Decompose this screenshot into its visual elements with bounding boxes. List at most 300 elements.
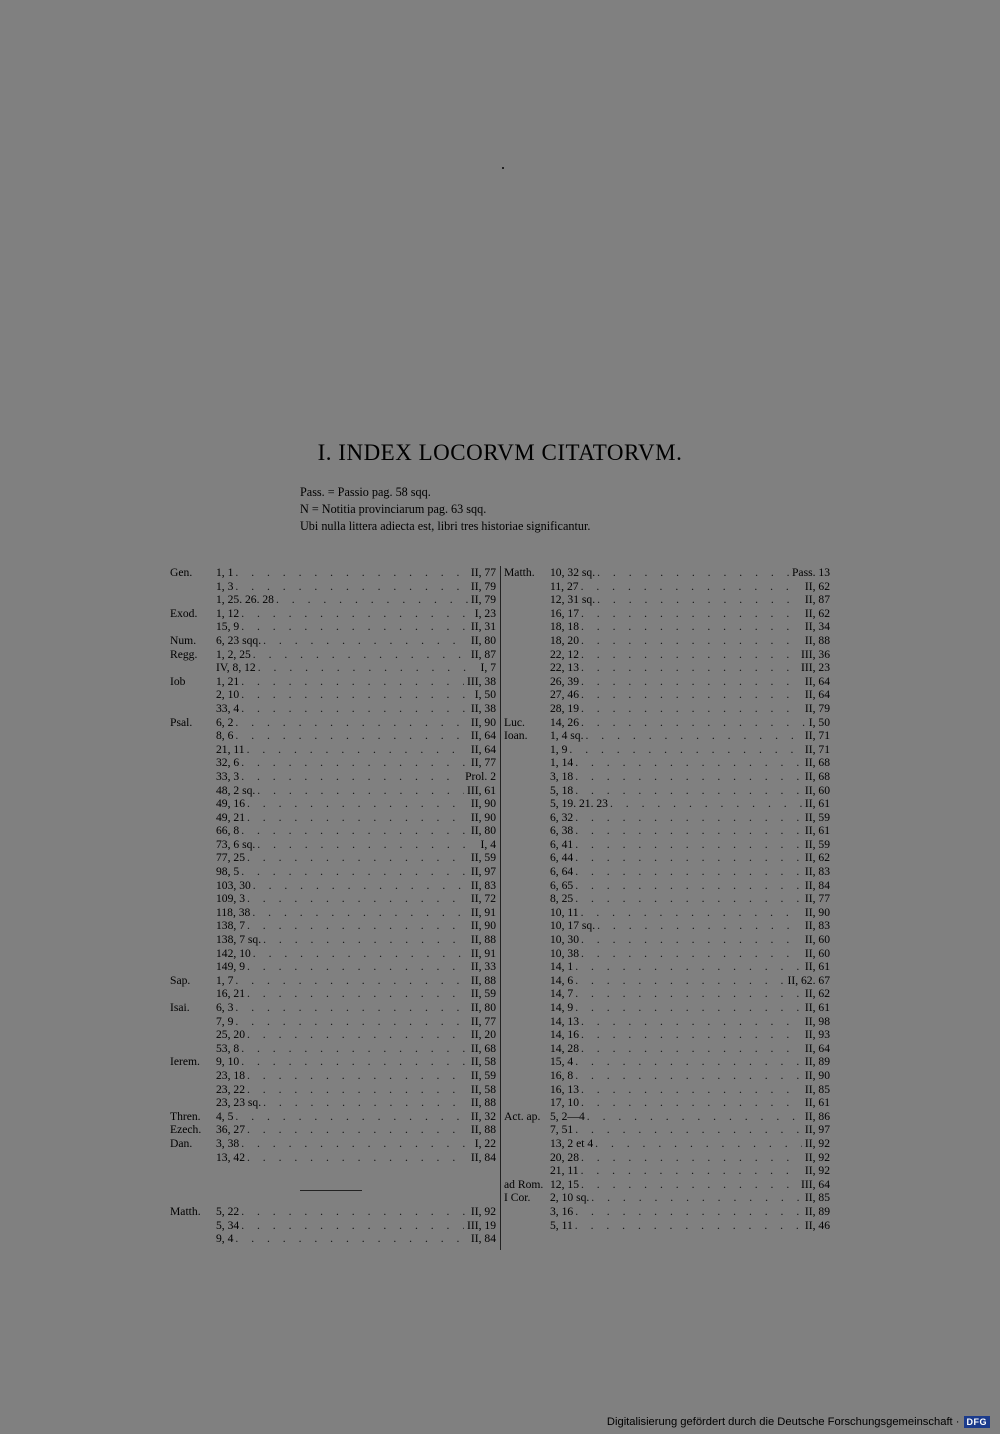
entry-reference: II, 92 (804, 1150, 830, 1164)
entry-book-label: Iob (170, 674, 186, 688)
entry-passage: 1, 2, 25 (216, 647, 251, 661)
index-entry (504, 716, 830, 730)
entry-reference: II, 79 (804, 701, 830, 715)
index-entry (170, 743, 496, 757)
entry-reference: II, 46 (804, 1218, 830, 1232)
entry-leader-dots (241, 1137, 472, 1151)
entry-leader-dots (235, 729, 467, 743)
entry-reference: II, 86 (804, 1109, 830, 1123)
entry-leader-dots (247, 1069, 468, 1083)
entry-leader-dots (575, 1069, 802, 1083)
entry-reference: II, 91 (470, 905, 496, 919)
entry-reference: II, 77 (470, 1014, 496, 1028)
entry-leader-dots (575, 892, 802, 906)
index-entry (504, 1042, 830, 1056)
index-entry (504, 1137, 830, 1151)
entry-reference: II, 77 (470, 566, 496, 579)
index-entry (170, 1123, 496, 1137)
entry-leader-dots (597, 593, 802, 607)
entry-passage: 32, 6 (216, 756, 240, 770)
entry-leader-dots (247, 919, 468, 933)
entry-reference: II, 62 (804, 851, 830, 865)
index-entry (504, 824, 830, 838)
entry-passage: 49, 16 (216, 797, 245, 811)
entry-passage: 5, 19. 21. 23 (550, 797, 608, 811)
entry-passage: 13, 42 (216, 1150, 245, 1164)
entry-book-label: Thren. (170, 1109, 201, 1123)
entry-leader-dots (575, 1055, 802, 1069)
entry-leader-dots (235, 566, 467, 580)
index-entry (504, 811, 830, 825)
entry-reference: II, 79 (470, 593, 496, 607)
index-entry (504, 879, 830, 893)
entry-passage: 20, 28 (550, 1150, 579, 1164)
index-entry (504, 1055, 830, 1069)
entry-passage: 13, 2 et 4 (550, 1136, 594, 1150)
index-entry (504, 648, 830, 662)
index-entry (504, 756, 830, 770)
index-entry (170, 675, 496, 689)
entry-reference: II, 59 (804, 837, 830, 851)
entry-reference: II, 90 (804, 1068, 830, 1082)
entry-leader-dots (253, 648, 468, 662)
index-entry (504, 1205, 830, 1219)
entry-leader-dots (247, 811, 468, 825)
entry-leader-dots (575, 824, 802, 838)
entry-leader-dots (575, 1219, 802, 1233)
entry-reference: II, 88 (470, 933, 496, 947)
entry-book-label: Regg. (170, 647, 198, 661)
entry-reference: II, 64 (470, 729, 496, 743)
index-entry (504, 838, 830, 852)
index-entry (170, 1164, 496, 1178)
entry-reference: II, 88 (470, 973, 496, 987)
page-speck (502, 167, 504, 169)
entry-passage: 3, 16 (550, 1204, 574, 1218)
entry-reference: II, 58 (470, 1055, 496, 1069)
entry-passage: 6, 23 sqq. (216, 633, 262, 647)
index-entry (170, 892, 496, 906)
abbreviation-notitia: N = Notitia provinciarum pag. 63 sqq. (300, 502, 487, 516)
entry-reference: II, 62 (804, 579, 830, 593)
index-entry (504, 1096, 830, 1110)
entry-leader-dots (581, 1015, 802, 1029)
entry-leader-dots (581, 716, 806, 730)
entry-leader-dots (581, 634, 802, 648)
index-entry (170, 1191, 496, 1205)
index-entry (170, 1015, 496, 1029)
entry-passage: 15, 4 (550, 1055, 574, 1069)
entry-passage: 1, 25. 26. 28 (216, 593, 274, 607)
index-entry (504, 675, 830, 689)
entry-reference: II, 61 (804, 1096, 830, 1110)
entry-passage: 53, 8 (216, 1041, 240, 1055)
entry-reference: II, 80 (470, 633, 496, 647)
entry-passage: 6, 38 (550, 824, 574, 838)
index-entry (170, 933, 496, 947)
entry-reference: I, 4 (480, 837, 496, 851)
entry-passage: 6, 3 (216, 1001, 234, 1014)
entry-reference: I, 22 (474, 1136, 496, 1150)
entry-reference: II, 60 (804, 933, 830, 947)
entry-reference: Pass. 13 (791, 566, 830, 579)
entry-book-label: I Cor. (504, 1191, 531, 1205)
entry-reference: III, 64 (801, 1177, 830, 1191)
entry-reference: III, 23 (801, 661, 830, 675)
index-entry (504, 974, 830, 988)
index-entry (504, 580, 830, 594)
entry-passage: 21, 11 (216, 742, 245, 756)
index-entry (504, 566, 830, 580)
index-entry (170, 756, 496, 770)
index-entry (504, 865, 830, 879)
entry-passage: 23, 18 (216, 1068, 245, 1082)
index-entry (504, 1178, 830, 1192)
index-entry (170, 1151, 496, 1165)
entry-reference: II, 60 (804, 783, 830, 797)
entry-passage: 14, 7 (550, 987, 574, 1001)
index-entry (504, 607, 830, 621)
entry-leader-dots (581, 607, 802, 621)
entry-passage: 15, 9 (216, 620, 240, 634)
entry-leader-dots (247, 1123, 468, 1137)
index-entry (170, 1083, 496, 1097)
entry-leader-dots (581, 1028, 802, 1042)
entry-reference: II, 90 (470, 797, 496, 811)
entry-reference: II, 71 (804, 742, 830, 756)
dfg-logo: DFG (964, 1416, 991, 1428)
entry-leader-dots (235, 974, 467, 988)
entry-reference: II, 98 (804, 1014, 830, 1028)
index-entry (170, 1028, 496, 1042)
index-entry (504, 1110, 830, 1124)
entry-passage: 14, 6 (550, 973, 574, 987)
abbreviation-note: Ubi nulla littera adiecta est, libri tres historiae significantur. (300, 519, 591, 533)
entry-leader-dots (247, 960, 468, 974)
entry-leader-dots (241, 865, 468, 879)
entry-reference: III, 38 (467, 674, 496, 688)
entry-passage: 5, 11 (550, 1218, 573, 1232)
entry-reference: II, 80 (470, 1001, 496, 1014)
entry-passage: 22, 12 (550, 647, 579, 661)
entry-reference: II, 92 (804, 1136, 830, 1150)
index-entry (170, 620, 496, 634)
entry-reference: II, 88 (804, 633, 830, 647)
entry-reference: I, 50 (474, 688, 496, 702)
entry-reference: II, 89 (804, 1055, 830, 1069)
entry-reference: II, 62. 67 (787, 973, 830, 987)
entry-leader-dots (575, 865, 802, 879)
index-entry (170, 566, 496, 580)
entry-leader-dots (241, 770, 462, 784)
index-entry (504, 784, 830, 798)
entry-leader-dots (586, 729, 802, 743)
entry-passage: 5, 34 (216, 1218, 240, 1232)
entry-passage: 109, 3 (216, 892, 245, 906)
entry-reference: II, 61 (804, 960, 830, 974)
entry-passage: 1, 21 (216, 674, 240, 688)
section-rule (300, 1190, 362, 1191)
index-entry (170, 811, 496, 825)
entry-reference: II, 83 (804, 919, 830, 933)
entry-reference: II, 62 (804, 606, 830, 620)
entry-leader-dots (581, 1164, 802, 1178)
entry-leader-dots (247, 1083, 468, 1097)
entry-leader-dots (581, 702, 802, 716)
index-entry (504, 892, 830, 906)
entry-reference: III, 61 (467, 783, 496, 797)
entry-passage: 6, 2 (216, 715, 234, 729)
entry-passage: 1, 9 (550, 742, 568, 756)
index-entry (170, 865, 496, 879)
entry-reference: II, 32 (470, 1109, 496, 1123)
entry-leader-dots (257, 784, 464, 798)
entry-reference: II, 64 (470, 742, 496, 756)
entry-passage: 3, 18 (550, 769, 574, 783)
index-entry (504, 947, 830, 961)
entry-passage: 14, 1 (550, 960, 574, 974)
entry-book-label: Ioan. (504, 729, 528, 743)
entry-reference: II, 87 (804, 593, 830, 607)
entry-reference: II, 90 (470, 715, 496, 729)
index-entry (504, 1083, 830, 1097)
entry-reference: II, 38 (470, 701, 496, 715)
entry-reference: II, 90 (804, 905, 830, 919)
entry-passage: 33, 4 (216, 701, 240, 715)
entry-leader-dots (587, 1110, 802, 1124)
entry-leader-dots (575, 770, 802, 784)
entry-reference: II, 62 (804, 987, 830, 1001)
entry-leader-dots (241, 620, 468, 634)
entry-leader-dots (235, 1232, 467, 1246)
entry-reference: II, 68 (804, 756, 830, 770)
entry-leader-dots (581, 648, 798, 662)
index-entry (504, 1219, 830, 1233)
index-entry (170, 702, 496, 716)
entry-leader-dots (258, 661, 478, 675)
entry-passage: 2, 10 sq. (550, 1191, 590, 1205)
entry-passage: 16, 13 (550, 1082, 579, 1096)
entry-leader-dots (263, 933, 468, 947)
index-entry (170, 824, 496, 838)
entry-leader-dots (257, 838, 477, 852)
entry-passage: 6, 32 (550, 810, 574, 824)
entry-passage: 14, 16 (550, 1028, 579, 1042)
entry-reference: II, 93 (804, 1028, 830, 1042)
entry-passage: 6, 65 (550, 878, 574, 892)
entry-reference: II, 20 (470, 1028, 496, 1042)
entry-leader-dots (610, 797, 802, 811)
entry-leader-dots (253, 879, 468, 893)
entry-reference: II, 59 (470, 1068, 496, 1082)
abbreviations-block (300, 484, 590, 535)
entry-passage: 5, 18 (550, 783, 574, 797)
index-entry (504, 688, 830, 702)
entry-leader-dots (241, 688, 472, 702)
entry-passage: 26, 39 (550, 674, 579, 688)
index-entry (170, 1055, 496, 1069)
entry-reference: I, 7 (480, 661, 496, 675)
entry-passage: 3, 38 (216, 1136, 240, 1150)
entry-reference: II, 59 (470, 851, 496, 865)
entry-reference: I, 23 (474, 606, 496, 620)
entry-reference: II, 58 (470, 1082, 496, 1096)
entry-leader-dots (575, 851, 802, 865)
entry-passage: 27, 46 (550, 688, 579, 702)
index-entry (504, 933, 830, 947)
entry-passage: 7, 9 (216, 1014, 234, 1028)
index-column-left (170, 566, 496, 1246)
entry-book-label: Isai. (170, 1001, 190, 1014)
entry-leader-dots (247, 1028, 468, 1042)
index-column-right (504, 566, 830, 1232)
entry-passage: 23, 22 (216, 1082, 245, 1096)
entry-reference: II, 68 (804, 769, 830, 783)
entry-passage: 16, 17 (550, 606, 579, 620)
entry-leader-dots (575, 1001, 802, 1015)
entry-reference: II, 83 (804, 865, 830, 879)
entry-passage: 9, 4 (216, 1232, 234, 1246)
entry-leader-dots (591, 1191, 802, 1205)
entry-reference: II, 61 (804, 1001, 830, 1014)
entry-leader-dots (241, 607, 472, 621)
entry-reference: II, 85 (804, 1191, 830, 1205)
entry-passage: 98, 5 (216, 865, 240, 879)
entry-leader-dots (241, 1219, 464, 1233)
entry-passage: 5, 22 (216, 1204, 240, 1218)
entry-reference: II, 84 (470, 1232, 496, 1246)
entry-passage: 18, 20 (550, 633, 579, 647)
entry-leader-dots (247, 851, 468, 865)
entry-leader-dots (581, 1042, 802, 1056)
entry-book-label: Psal. (170, 715, 193, 729)
index-entry (504, 1151, 830, 1165)
index-entry (504, 987, 830, 1001)
entry-book-label: Ierem. (170, 1055, 200, 1069)
index-entry (504, 851, 830, 865)
footer-text: Digitalisierung gefördert durch die Deutsche Forschungsgemeinschaft · (606, 1416, 960, 1428)
entry-reference: II, 77 (470, 756, 496, 770)
entry-reference: II, 88 (470, 1123, 496, 1137)
entry-book-label: Dan. (170, 1136, 193, 1150)
entry-passage: 16, 21 (216, 987, 245, 1001)
index-entry (504, 770, 830, 784)
entry-reference: II, 60 (804, 946, 830, 960)
entry-passage: 7, 51 (550, 1123, 574, 1137)
abbreviation-passio: Pass. = Passio pag. 58 sqq. (300, 485, 431, 499)
entry-reference: II, 31 (470, 620, 496, 634)
index-entry (170, 1110, 496, 1124)
index-entry (170, 1219, 496, 1233)
entry-leader-dots (252, 906, 468, 920)
entry-reference: Prol. 2 (465, 769, 496, 783)
entry-leader-dots (247, 1151, 468, 1165)
entry-leader-dots (581, 688, 802, 702)
index-entry (170, 1001, 496, 1015)
index-entry (170, 661, 496, 675)
entry-reference: II, 90 (470, 810, 496, 824)
entry-passage: 18, 18 (550, 620, 579, 634)
entry-passage: 23, 23 sq. (216, 1096, 262, 1110)
entry-reference: II, 88 (470, 1096, 496, 1110)
entry-leader-dots (597, 566, 789, 580)
index-entry (170, 797, 496, 811)
entry-reference: III, 36 (801, 647, 830, 661)
index-entry (170, 1232, 496, 1246)
entry-leader-dots (241, 1205, 468, 1219)
entry-passage: 6, 41 (550, 837, 574, 851)
entry-book-label: ad Rom. (504, 1177, 544, 1191)
index-entry (504, 1123, 830, 1137)
index-entry (170, 960, 496, 974)
entry-leader-dots (581, 1178, 798, 1192)
entry-book-label: Luc. (504, 715, 525, 729)
entry-leader-dots (581, 947, 802, 961)
entry-passage: 49, 21 (216, 810, 245, 824)
entry-passage: 138, 7 (216, 919, 245, 933)
entry-leader-dots (581, 1096, 802, 1110)
entry-passage: 17, 10 (550, 1096, 579, 1110)
entry-leader-dots (235, 1001, 467, 1015)
entry-passage: 142, 10 (216, 946, 251, 960)
entry-leader-dots (575, 1205, 802, 1219)
entry-book-label: Gen. (170, 566, 193, 579)
entry-passage: 4, 5 (216, 1109, 234, 1123)
entry-leader-dots (241, 1042, 468, 1056)
entry-leader-dots (575, 960, 802, 974)
index-entry (170, 974, 496, 988)
entry-reference: II, 77 (804, 892, 830, 906)
index-entry (170, 1042, 496, 1056)
entry-leader-dots (575, 1123, 802, 1137)
entry-leader-dots (581, 1083, 802, 1097)
index-entry (504, 743, 830, 757)
index-entry (170, 1205, 496, 1219)
index-entry (170, 634, 496, 648)
entry-passage: 28, 19 (550, 701, 579, 715)
entry-leader-dots (575, 756, 802, 770)
index-entry (170, 919, 496, 933)
index-entry (170, 716, 496, 730)
index-entry (504, 1164, 830, 1178)
entry-passage: 2, 10 (216, 688, 240, 702)
index-entry (504, 919, 830, 933)
entry-passage: 48, 2 sq. (216, 783, 256, 797)
index-entry (504, 620, 830, 634)
index-entry (170, 607, 496, 621)
entry-leader-dots (595, 1137, 802, 1151)
entry-leader-dots (575, 987, 802, 1001)
entry-leader-dots (581, 620, 802, 634)
entry-passage: 77, 25 (216, 851, 245, 865)
entry-passage: 138, 7 sq. (216, 933, 262, 947)
index-entry (170, 987, 496, 1001)
index-entry (504, 1069, 830, 1083)
entry-passage: 103, 30 (216, 878, 251, 892)
entry-reference: II, 89 (804, 1204, 830, 1218)
index-entry (504, 634, 830, 648)
entry-reference: II, 97 (470, 865, 496, 879)
entry-passage: 10, 17 sq. (550, 919, 596, 933)
page-title: I. INDEX LOCORVM CITATORVM. (317, 440, 683, 465)
entry-passage: 22, 13 (550, 661, 579, 675)
entry-leader-dots (575, 974, 784, 988)
entry-leader-dots (581, 906, 802, 920)
entry-reference: II, 97 (804, 1123, 830, 1137)
entry-reference: II, 34 (804, 620, 830, 634)
entry-leader-dots (241, 824, 468, 838)
entry-leader-dots (581, 1151, 802, 1165)
